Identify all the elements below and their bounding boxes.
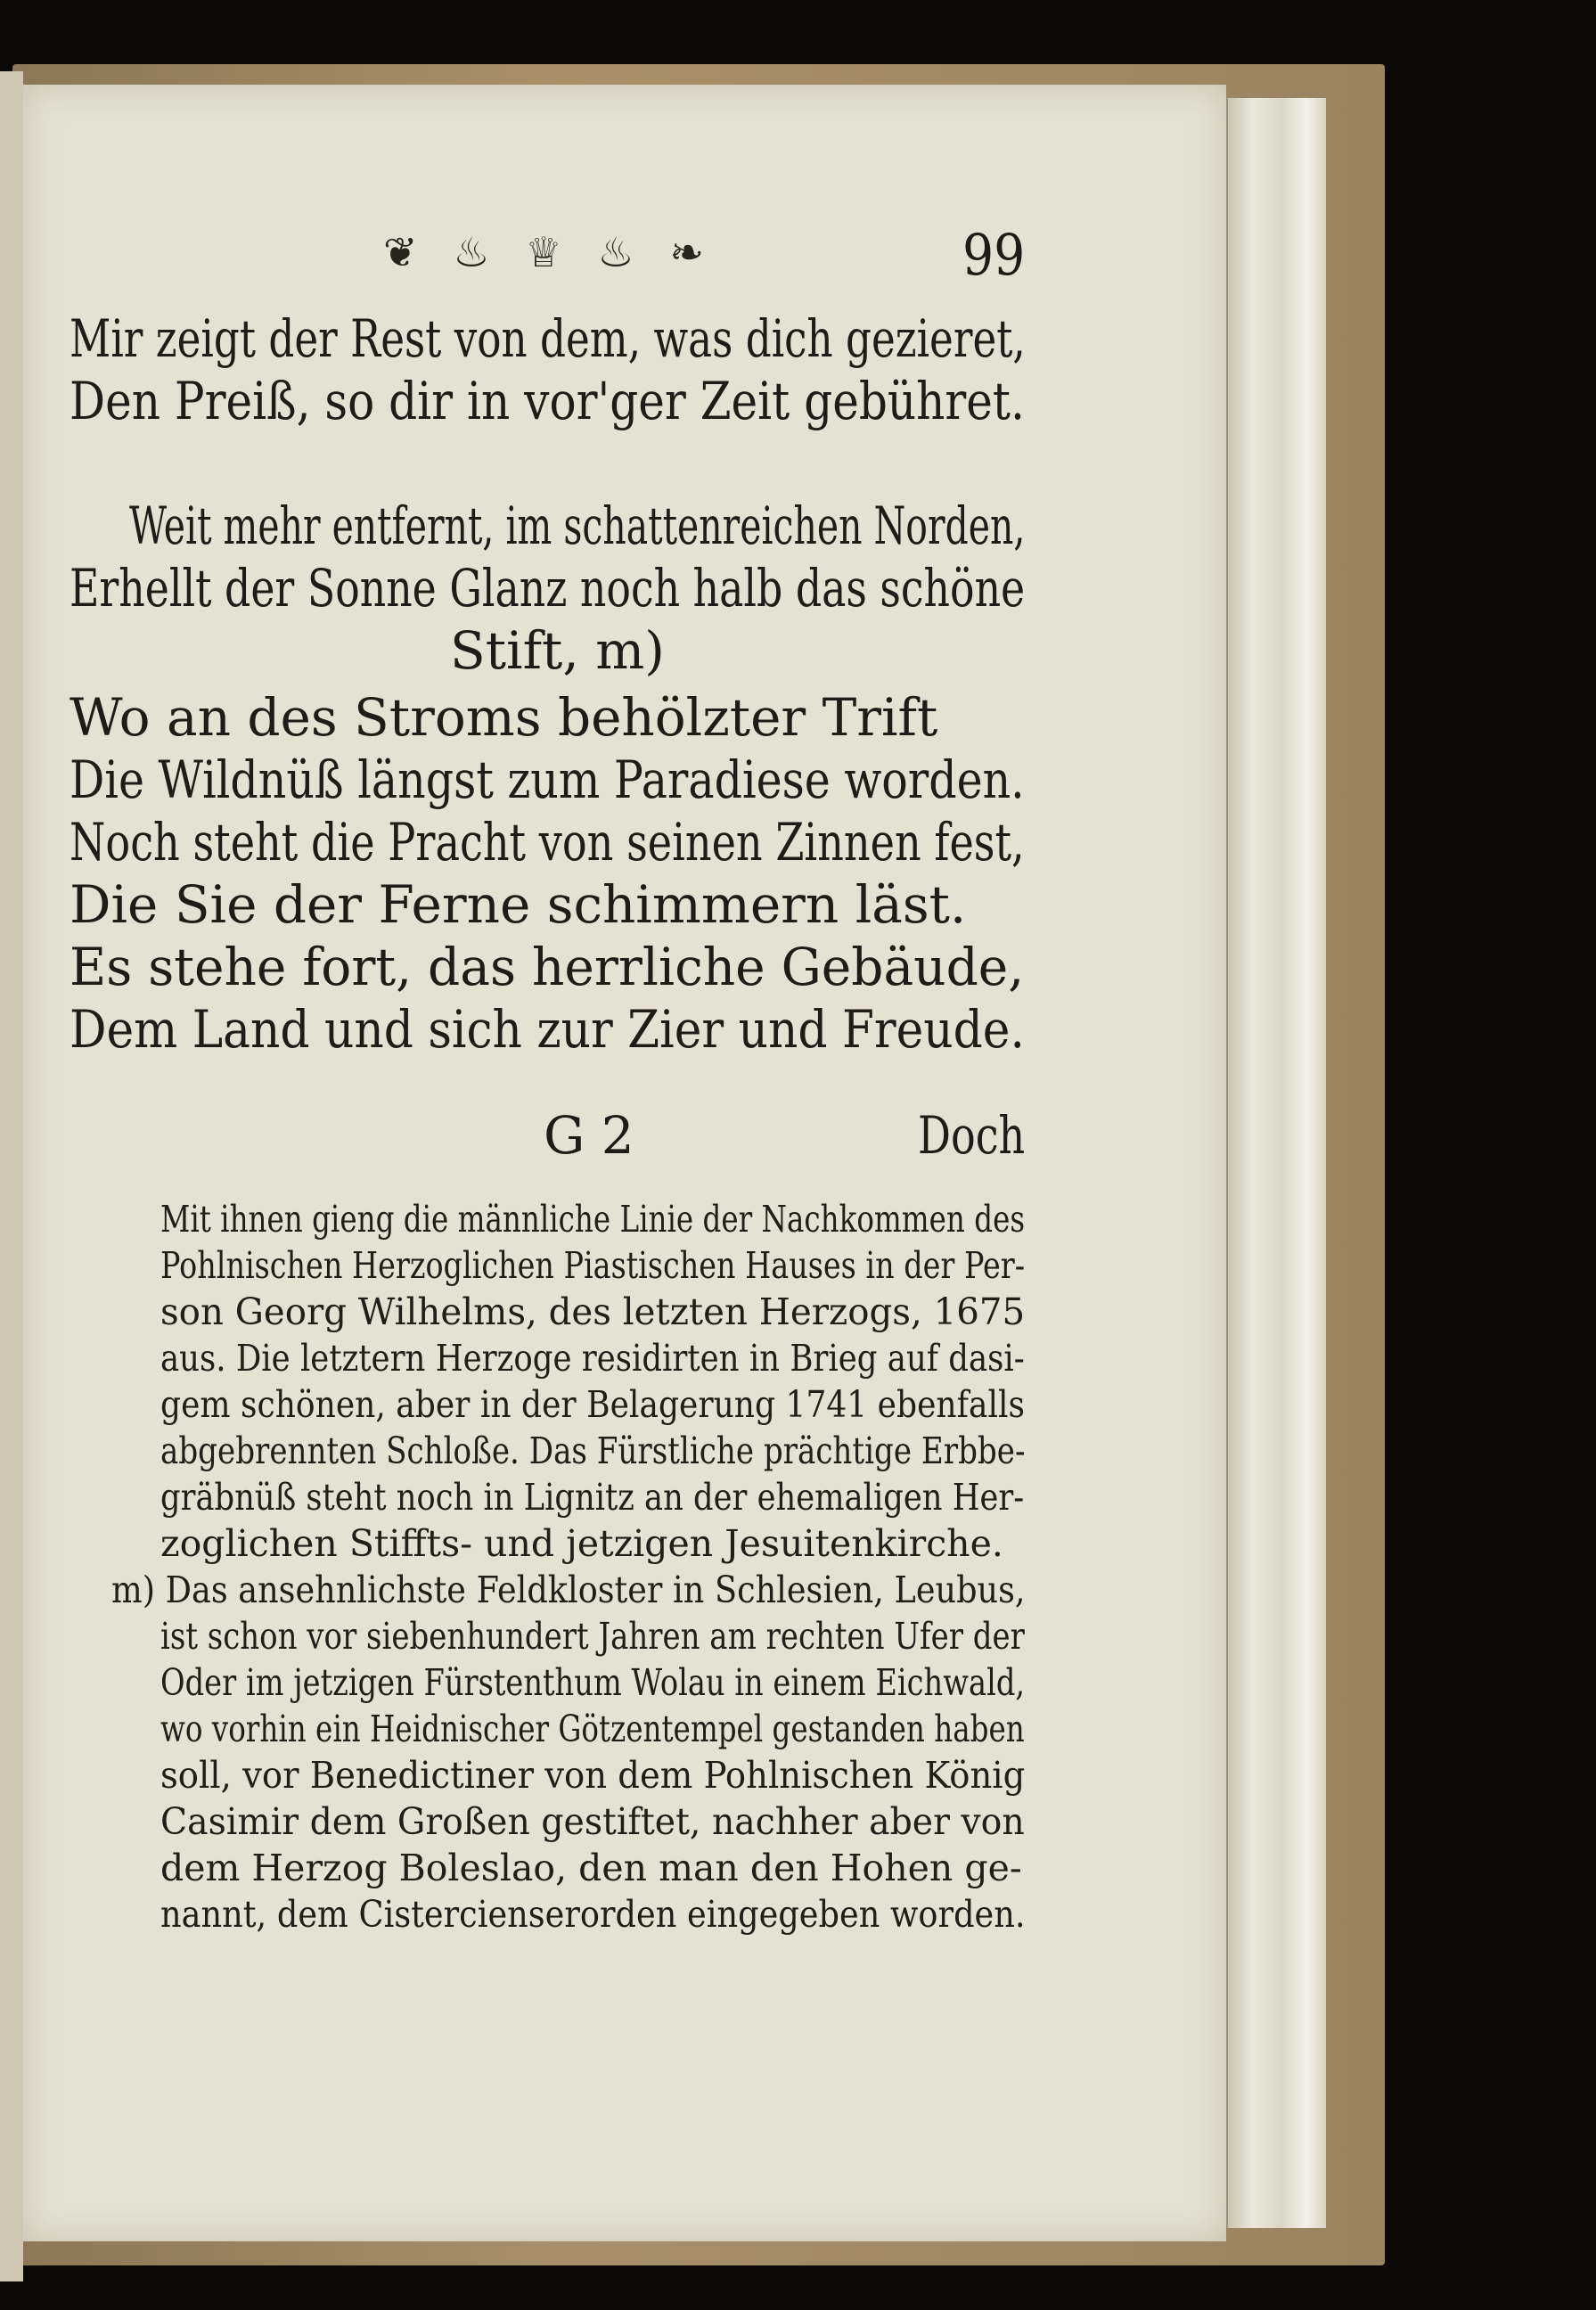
footnote-line: Mit ihnen gieng die männliche Linie der Nachkommen des [160,1198,1026,1241]
footnote-line: gräbnüß steht noch in Lignitz an der ehemaligen Her- [160,1476,1025,1519]
verse-line: Weit mehr entfernt, im schattenreichen Norden, [129,496,1026,556]
footnote-line: abgebrennten Schloße. Das Fürstliche prächtige Erbbe- [160,1429,1026,1472]
page-number: 99 [962,223,1026,289]
verse-line: Noch steht die Pracht von seinen Zinnen fest, [70,812,1025,872]
verse-line: Die Sie der Ferne schimmern läst. [70,874,967,935]
fleuron-right-icon: ❧ [669,228,704,276]
verse-line: Den Preiß, so dir in vor'ger Zeit gebühret. [70,371,1025,431]
verse-line: Dem Land und sich zur Zier und Freude. [70,999,1025,1060]
verse-line: Es stehe fort, das herrliche Gebäude, [70,937,1025,997]
verse-line: Erhellt der Sonne Glanz noch halb das schöne [70,558,1026,618]
flower-icon: ♨ [597,228,634,276]
footnote-line: nannt, dem Cistercienserorden eingegeben worden. [160,1893,1026,1936]
verse-line: Mir zeigt der Rest von dem, was dich gezieret, [70,308,1026,369]
verse-line: Die Wildnüß längst zum Paradiese worden. [70,750,1025,810]
footnote-line: aus. Die letztern Herzoge residirten in Brieg auf dasi- [160,1337,1025,1380]
footnote-line: m) Das ansehnlichste Feldkloster in Schlesien, Leubus, [111,1569,1026,1611]
footnote-line: son Georg Wilhelms, des letzten Herzogs, 1675 [160,1290,1026,1333]
signature-mark: G 2 [544,1105,634,1166]
verse-line: Stift, m) [450,620,665,681]
crown-icon: ♕ [525,228,562,276]
footnote-line: Oder im jetzigen Fürstenthum Wolau in einem Eichwald, [160,1661,1026,1704]
flower-icon: ♨ [453,228,490,276]
footnote-line: dem Herzog Boleslao, den man den Hohen ge- [160,1847,1022,1889]
verse-line: Wo an des Stroms behölzter Trift [70,687,938,748]
footnote-line: zoglichen Stiffts- und jetzigen Jesuitenkirche. [160,1522,1003,1565]
footnote-line: gem schönen, aber in der Belagerung 1741 ebenfalls [160,1383,1026,1426]
footnote-line: soll, vor Benedictiner von dem Pohlnischen König [160,1754,1026,1797]
footnote-line: wo vorhin ein Heidnischer Götzentempel gestanden haben [160,1708,1025,1750]
catchword: Doch [918,1105,1026,1166]
footnote-line: Casimir dem Großen gestiftet, nachher aber von [160,1800,1025,1843]
footnote-line: ist schon vor siebenhundert Jahren am rechten Ufer der [160,1615,1025,1658]
footnote-line: Pohlnischen Herzoglichen Piastischen Hauses in der Per- [160,1244,1026,1287]
header-ornament [383,221,704,283]
fleuron-left-icon: ❦ [383,228,418,276]
